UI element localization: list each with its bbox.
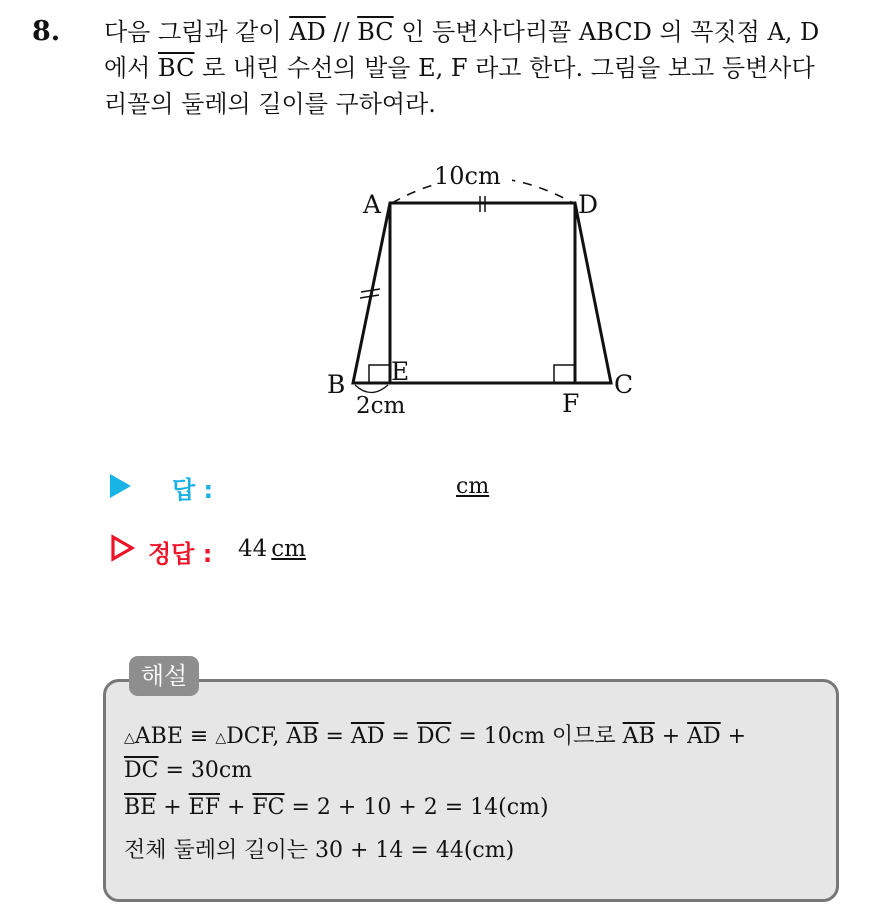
correct-answer-unit: cm: [271, 536, 306, 562]
top-length-label: 10cm: [434, 162, 501, 190]
explanation-line-1: △ABE ≡ △DCF, $\overline{AB} = \overline{AD} = \overline{DC} = 10cm$ 이므로 $\overline{AB} + \overline{AD}$ +: [124, 724, 747, 749]
vertex-c-label: C: [614, 370, 634, 399]
answer-label: 답 :: [172, 476, 214, 504]
question-number: 8.: [32, 16, 61, 47]
vertex-d-label: D: [578, 190, 599, 219]
vertex-b-label: B: [327, 370, 346, 399]
segment-bc-2: $\overline{BC}$: [158, 54, 195, 82]
answer-unit: cm: [456, 474, 490, 499]
vertex-a-label: A: [363, 190, 382, 219]
segment-bc: $\overline{BC}$: [357, 18, 394, 46]
explanation-line-3: $\overline{BE} + \overline{EF} + \overline{FC} = 2 + 10 + 2 = 14(cm)$: [124, 795, 549, 820]
bottom-length-label: 2cm: [356, 393, 406, 419]
play-icon: [110, 474, 131, 498]
point-f-label: F: [562, 389, 580, 418]
right-angle-e: [369, 365, 390, 383]
explanation-line-4: 전체 둘레의 길이는 30 + 14 = 44(cm): [124, 838, 515, 863]
right-angle-f: [554, 365, 575, 383]
point-e-label: E: [391, 357, 410, 386]
segment-ad: $\overline{AD}$: [289, 18, 326, 46]
correct-answer-label: 정답 :: [148, 540, 213, 568]
explanation-box: [103, 679, 839, 902]
correct-answer-row: [108, 530, 608, 570]
question-line-1: 다음 그림과 같이 $\overline{AD} // \overline{BC}$ 인 등변사다리꼴 ABCD 의 꼭짓점 A, D: [104, 18, 820, 46]
explanation-tab: 해설: [129, 656, 199, 696]
explanation-line-2: $\overline{DC} = 30cm$: [124, 758, 253, 783]
play-outline-icon: [110, 534, 136, 562]
answer-row: [108, 466, 608, 506]
question-line-3: 리꼴의 둘레의 길이를 구하여라.: [104, 90, 436, 118]
bottom-length-arc: [355, 385, 388, 393]
question-line-2: 에서 $\overline{BC}$ 로 내린 수선의 발을 E, F 라고 한다. 그림을 보고 등변사다: [104, 54, 815, 82]
correct-answer-value: 44 cm: [238, 536, 306, 562]
trapezoid-outline: [353, 203, 611, 383]
